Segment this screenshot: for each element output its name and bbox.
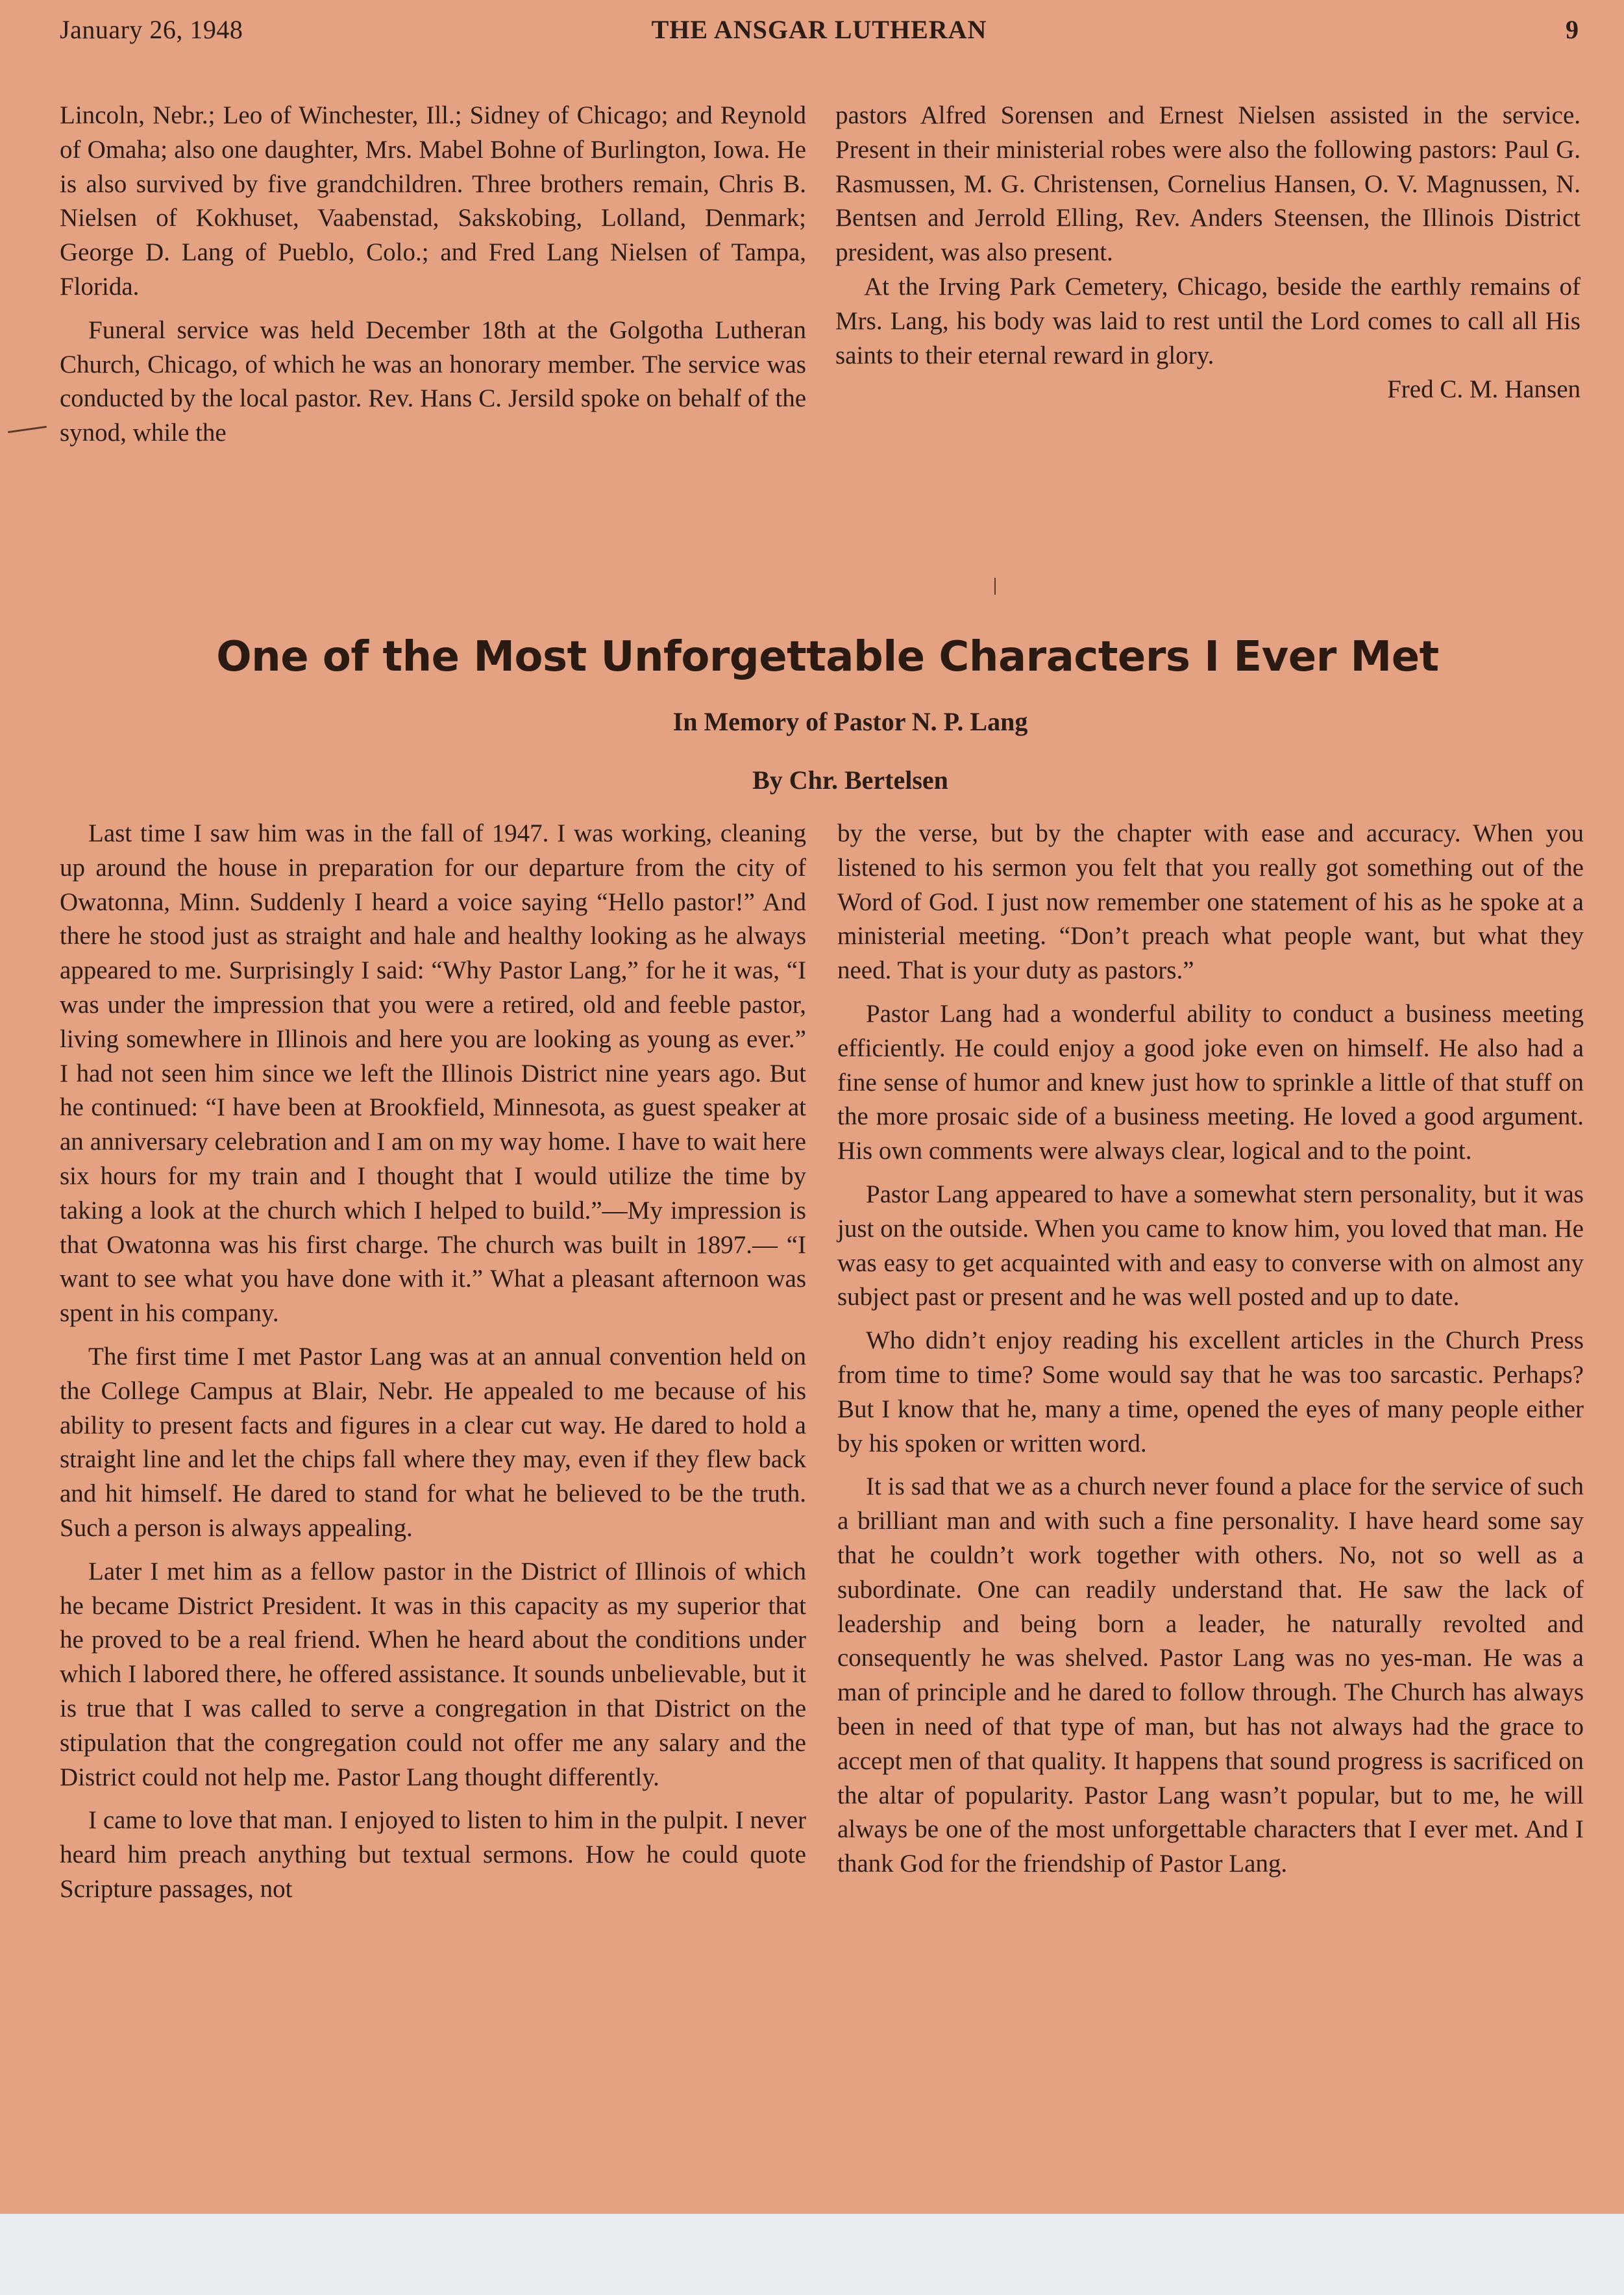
obituary-paragraph: pastors Alfred Sorensen and Ernest Nielsen assisted in the service. Present in their ministerial robes were also the following pastors: Paul G. Rasmussen, M. G. Christensen, Cornelius Hansen, O. V. Magnussen, N. Bentsen and Jerrold Elling, Rev. Anders Steensen, the Illinois District president, was also present. <box>835 101 1581 267</box>
article-paragraph: I came to love that man. I enjoyed to listen to him in the pulpit. I never heard him preach anything but textual sermons. How he could quote Scripture passages, not <box>60 1806 806 1903</box>
scanner-background <box>0 2214 1624 2295</box>
article-byline: By Chr. Bertelsen <box>752 765 948 795</box>
article-column-left <box>60 817 806 1907</box>
article-paragraph: Pastor Lang appeared to have a somewhat stern personality, but it was just on the outside. When you came to know him, you loved that man. He was easy to get acquainted with and easy to converse with on almost any subject past or present and he was well posted and up to date. <box>837 1180 1584 1311</box>
publication-name: THE ANSGAR LUTHERAN <box>651 15 987 44</box>
obituary-signature: Fred C. M. Hansen <box>1387 375 1581 404</box>
article-headline: One of the Most Unforgettable Characters I Ever Met <box>216 633 1439 681</box>
paper-scratch-mark <box>8 426 47 433</box>
article-paragraph: The first time I met Pastor Lang was at an annual convention held on the College Campus at Blair, Nebr. He appealed to me because of his ability to present facts and figures in a clear cut way. He dared to hold a straight line and let the chips fall where they may, even if they flew back and hit himself. He dared to stand for what he believed to be the truth. Such a person is always appealing. <box>60 1342 806 1542</box>
article-paragraph: Who didn’t enjoy reading his excellent articles in the Church Press from time to time? Some would say that he was too sarcastic. Perhaps? But I know that he, many a time, opened the eyes of many people either by his spoken or written word. <box>837 1326 1584 1458</box>
page-number: 9 <box>1566 15 1579 44</box>
obituary-paragraph: Funeral service was held December 18th at the Golgotha Lutheran Church, Chicago, of which he was an honorary member. The service was conducted by the local pastor. Rev. Hans C. Jersild spoke on behalf of the synod, while the <box>60 316 806 447</box>
article-subtitle: In Memory of Pastor N. P. Lang <box>672 707 1028 736</box>
article-paragraph: by the verse, but by the chapter with ease and accuracy. When you listened to his sermon you felt that you really got something out of the Word of God. I just now remember one statement of his as he spoke at a ministerial meeting. “Don’t preach what people want, but what they need. That is your duty as pastors.” <box>837 819 1584 985</box>
obituary-paragraph: Lincoln, Nebr.; Leo of Winchester, Ill.; Sidney of Chicago; and Reynold of Omaha; also one daughter, Mrs. Mabel Bohne of Burlington, Iowa. He is also survived by five grandchildren. Three brothers remain, Chris B. Nielsen of Kokhuset, Vaabenstad, Sakskobing, Lolland, Denmark; George D. Lang of Pueblo, Colo.; and Fred Lang Nielsen of Tampa, Florida. <box>60 101 806 301</box>
obituary-column-right <box>835 99 1581 407</box>
article-paragraph: It is sad that we as a church never found a place for the service of such a brilliant man and with such a fine personality. I have heard some say that he couldn’t work together with others. No, not so well as a subordinate. One can readily understand that. He saw the lack of leadership and being born a leader, he naturally revolted and consequently he was shelved. Pastor Lang was no yes-man. He was a man of principle and he dared to follow through. The Church has always been in need of that type of man, but has not always had the grace to accept men of that quality. It happens that sound progress is sacrificed on the altar of popularity. Pastor Lang wasn’t popular, but to me, he will always be one of the most unforgettable characters that I ever met. And I thank God for the friendship of Pastor Lang. <box>837 1472 1584 1878</box>
article-column-right <box>837 817 1584 1881</box>
page-header <box>60 14 1579 53</box>
article-paragraph: Later I met him as a fellow pastor in the District of Illinois of which he became District President. It was in this capacity as my superior that he proved to be a real friend. When he heard about the conditions under which I labored there, he offered assistance. It sounds unbelievable, but it is true that I was called to serve a congregation in that District on the stipulation that the congregation could not offer me any salary and the District could not help me. Pastor Lang thought differently. <box>60 1557 806 1791</box>
obituary-column-left <box>60 99 806 451</box>
article-paragraph: Last time I saw him was in the fall of 1947. I was working, cleaning up around the house in preparation for our departure from the city of Owatonna, Minn. Suddenly I heard a voice saying “Hello pastor!” And there he stood just as straight and hale and healthy looking as he always appeared to me. Surprisingly I said: “Why Pastor Lang,” for he it was, “I was under the impression that you were a retired, old and feeble pastor, living somewhere in Illinois and here you are looking as young as ever.” I had not seen him since we left the Illinois District nine years ago. But he continued: “I have been at Brookfield, Minnesota, as guest speaker at an anniversary celebration and I am on my way home. I have to wait here six hours for my train and I thought that I would utilize the time by taking a look at the church which I helped to build.”—My impression is that Owatonna was his first charge. The church was built in 1897.— “I want to see what you have done with it.” What a pleasant afternoon was spent in his company. <box>60 819 806 1328</box>
obituary-paragraph: At the Irving Park Cemetery, Chicago, beside the earthly remains of Mrs. Lang, his body was laid to rest until the Lord comes to call all His saints to their eternal reward in glory. <box>835 272 1581 369</box>
article-paragraph: Pastor Lang had a wonderful ability to conduct a business meeting efficiently. He could enjoy a good joke even on himself. He also had a fine sense of humor and knew just how to sprinkle a little of that stuff on the more prosaic side of a business meeting. He loved a good argument. His own comments were always clear, logical and to the point. <box>837 999 1584 1165</box>
issue-date: January 26, 1948 <box>60 15 243 44</box>
paper-scratch-mark <box>994 578 996 595</box>
